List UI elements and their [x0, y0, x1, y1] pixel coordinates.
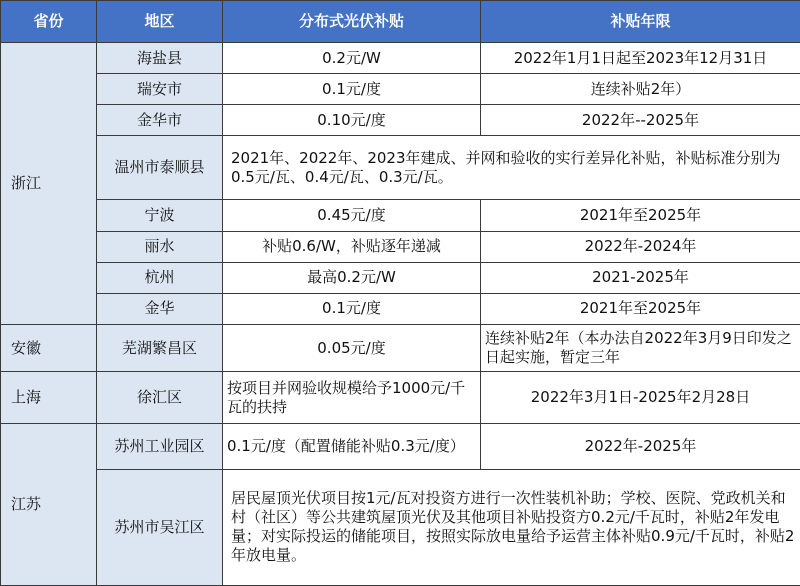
province-cell: 江苏 [1, 424, 97, 586]
table-row [1, 469, 800, 585]
region-cell: 丽水 [97, 231, 223, 262]
subsidy-cell: 补贴0.6/W，补贴逐年递减 [223, 231, 481, 262]
merged-subsidy-cell: 2021年、2022年、2023年建成、并网和验收的实行差异化补贴，补贴标准分别为0.5元/瓦、0.4元/瓦、0.3元/瓦。 [223, 136, 800, 200]
merged-subsidy-cell: 居民屋顶光伏项目按1元/瓦对投资方进行一次性装机补助；学校、医院、党政机关和村（社区）等公共建筑屋顶光伏及其他项目补贴投资方0.2元/千瓦时，补贴2年发电量；对实际投运的储能项目，按照实际放电量给予运营主体补贴0.9元/千瓦时，补贴2年放电量。 [223, 469, 800, 585]
province-cell: 浙江 [1, 43, 97, 325]
table-row [1, 372, 800, 424]
table-row [1, 74, 800, 105]
region-cell: 芜湖繁昌区 [97, 324, 223, 372]
header-row [1, 1, 800, 43]
period-cell: 2021-2025年 [481, 262, 800, 293]
table-row [1, 136, 800, 200]
period-cell: 2021年至2025年 [481, 200, 800, 231]
province-cell: 安徽 [1, 324, 97, 372]
subsidy-cell: 0.45元/度 [223, 200, 481, 231]
region-cell: 金华市 [97, 105, 223, 136]
header-period: 补贴年限 [481, 1, 800, 43]
subsidy-cell: 0.1元/度 [223, 74, 481, 105]
table-row [1, 262, 800, 293]
subsidy-cell: 0.1元/度（配置储能补贴0.3元/度） [223, 424, 481, 470]
region-cell: 宁波 [97, 200, 223, 231]
region-cell: 徐汇区 [97, 372, 223, 424]
table-row [1, 43, 800, 74]
header-subsidy: 分布式光伏补贴 [223, 1, 481, 43]
region-cell: 金华 [97, 293, 223, 324]
table-row [1, 424, 800, 470]
region-cell: 瑞安市 [97, 74, 223, 105]
period-cell: 连续补贴2年） [481, 74, 800, 105]
subsidy-cell: 0.10元/度 [223, 105, 481, 136]
subsidy-cell: 0.2元/W [223, 43, 481, 74]
period-cell: 连续补贴2年（本办法自2022年3月9日印发之日起实施，暂定三年 [481, 324, 800, 372]
period-cell: 2022年--2025年 [481, 105, 800, 136]
table-row [1, 293, 800, 324]
period-cell: 2022年3月1日-2025年2月28日 [481, 372, 800, 424]
header-region: 地区 [97, 1, 223, 43]
period-cell: 2021年至2025年 [481, 293, 800, 324]
header-province: 省份 [1, 1, 97, 43]
region-cell: 海盐县 [97, 43, 223, 74]
region-cell: 温州市泰顺县 [97, 136, 223, 200]
region-cell: 苏州市吴江区 [97, 469, 223, 585]
table-row [1, 200, 800, 231]
region-cell: 杭州 [97, 262, 223, 293]
province-cell: 上海 [1, 372, 97, 424]
subsidy-cell: 最高0.2元/W [223, 262, 481, 293]
table-row [1, 231, 800, 262]
period-cell: 2022年1月1日起至2023年12月31日 [481, 43, 800, 74]
table-row [1, 105, 800, 136]
subsidy-cell: 0.05元/度 [223, 324, 481, 372]
region-cell: 苏州工业园区 [97, 424, 223, 470]
period-cell: 2022年-2024年 [481, 231, 800, 262]
subsidy-cell: 0.1元/度 [223, 293, 481, 324]
subsidy-cell: 按项目并网验收规模给予1000元/千瓦的扶持 [223, 372, 481, 424]
table-row [1, 324, 800, 372]
period-cell: 2022年-2025年 [481, 424, 800, 470]
